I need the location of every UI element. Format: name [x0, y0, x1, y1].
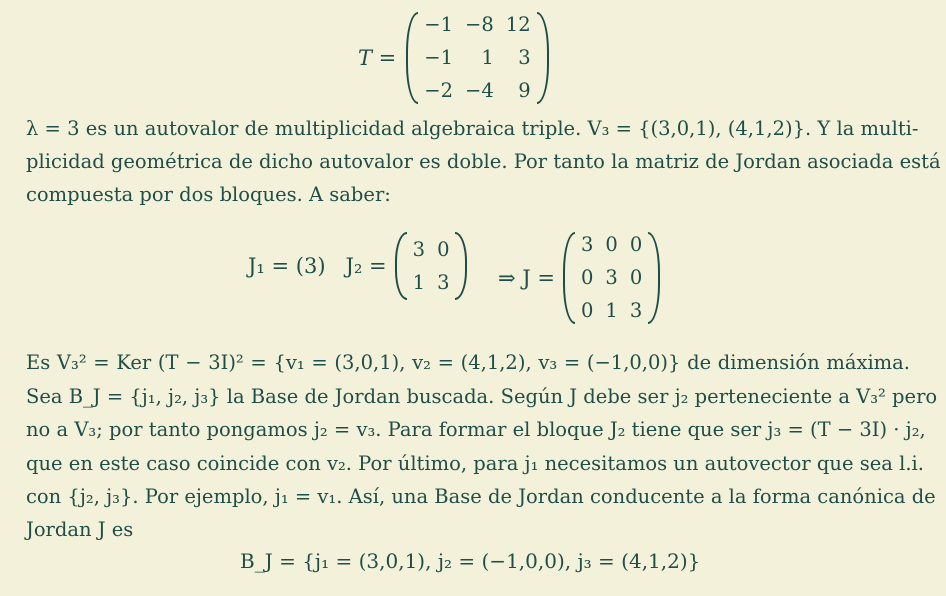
matrix-j2-cell: 3: [437, 271, 450, 294]
matrix-t-cell: 1: [481, 46, 494, 69]
matrix-t-cell: −2: [424, 79, 454, 102]
final-equation: B_J = {j₁ = (3,0,1), j₂ = (−1,0,0), j₃ = (4,1,2)}: [240, 549, 701, 573]
right-paren: [455, 232, 467, 300]
matrix-t-cell: −8: [465, 13, 494, 36]
matrix-j2-cell: 1: [412, 271, 426, 294]
matrix-j-table: [575, 228, 648, 327]
jordan-blocks: [248, 232, 467, 300]
matrix-j2-cell: 0: [437, 238, 450, 261]
para1-line3: compuesta por dos bloques. A saber:: [26, 183, 391, 206]
j2-lhs: J₂ =: [345, 254, 387, 278]
matrix-j2-row: [407, 233, 456, 266]
matrix-j-cell: 3: [605, 266, 618, 289]
matrix-j-row: [575, 261, 648, 294]
j-lhs: ⇒ J =: [498, 265, 555, 290]
para2-line3: no a V₃; por tanto pongamos j₂ = v₃. Para formar el bloque J₂ tiene que ser j₃ = (T − 3I) · j₂,: [26, 418, 926, 441]
matrix-t-row: [418, 41, 536, 74]
matrix-t: [358, 8, 549, 107]
matrix-t-cell: 3: [518, 46, 531, 69]
matrix-t-cell: −4: [465, 79, 494, 102]
matrix-j-cell: 1: [605, 299, 618, 322]
left-paren: [406, 12, 418, 104]
left-paren: [395, 232, 407, 300]
matrix-t-row: [418, 74, 536, 107]
matrix-j-cell: 3: [580, 233, 594, 256]
para2-line2: Sea B_J = {j₁, j₂, j₃} la Base de Jordan buscada. Según J debe ser j₂ perteneciente a V₃² pero: [26, 385, 938, 408]
matrix-j2-table: [407, 233, 456, 299]
para2-line6: Jordan J es: [26, 518, 134, 541]
matrix-j2-cell: 3: [412, 238, 426, 261]
matrix-t-lhs: T =: [358, 45, 397, 70]
matrix-j-cell: 3: [629, 299, 643, 322]
matrix-t-table: [418, 8, 536, 107]
matrix-j-cell: 0: [580, 299, 594, 322]
matrix-t-cell: 12: [505, 13, 531, 36]
matrix-j2-row: [407, 266, 456, 299]
matrix-j-row: [575, 294, 648, 327]
matrix-j-cell: 0: [605, 233, 618, 256]
matrix-t-cell: −1: [424, 13, 454, 36]
right-paren: [648, 232, 660, 324]
j1-equation: J₁ = (3): [248, 254, 326, 278]
matrix-j-row: [575, 228, 648, 261]
matrix-t-row: [418, 8, 536, 41]
matrix-j-cell: 0: [580, 266, 594, 289]
para1-line2: plicidad geométrica de dicho autovalor es doble. Por tanto la matriz de Jordan asociada está: [26, 150, 941, 173]
left-paren: [563, 232, 575, 324]
matrix-t-cell: −1: [424, 46, 454, 69]
para2-line4: que en este caso coincide con v₂. Por último, para j₁ necesitamos un autovector que sea l.i.: [26, 452, 924, 475]
matrix-t-cell: 9: [518, 79, 531, 102]
matrix-j-cell: 0: [629, 266, 643, 289]
para2-line1: Es V₃² = Ker (T − 3I)² = {v₁ = (3,0,1), v₂ = (4,1,2), v₃ = (−1,0,0)} de dimensión máxima.: [26, 351, 910, 374]
right-paren: [537, 12, 549, 104]
matrix-j-cell: 0: [629, 233, 643, 256]
para2-line5: con {j₂, j₃}. Por ejemplo, j₁ = v₁. Así, una Base de Jordan conducente a la forma canónica de: [26, 485, 936, 508]
jordan-matrix: [498, 228, 660, 327]
para1-line1: λ = 3 es un autovalor de multiplicidad algebraica triple. V₃ = {(3,0,1), (4,1,2)}. Y la multi-: [26, 117, 919, 140]
